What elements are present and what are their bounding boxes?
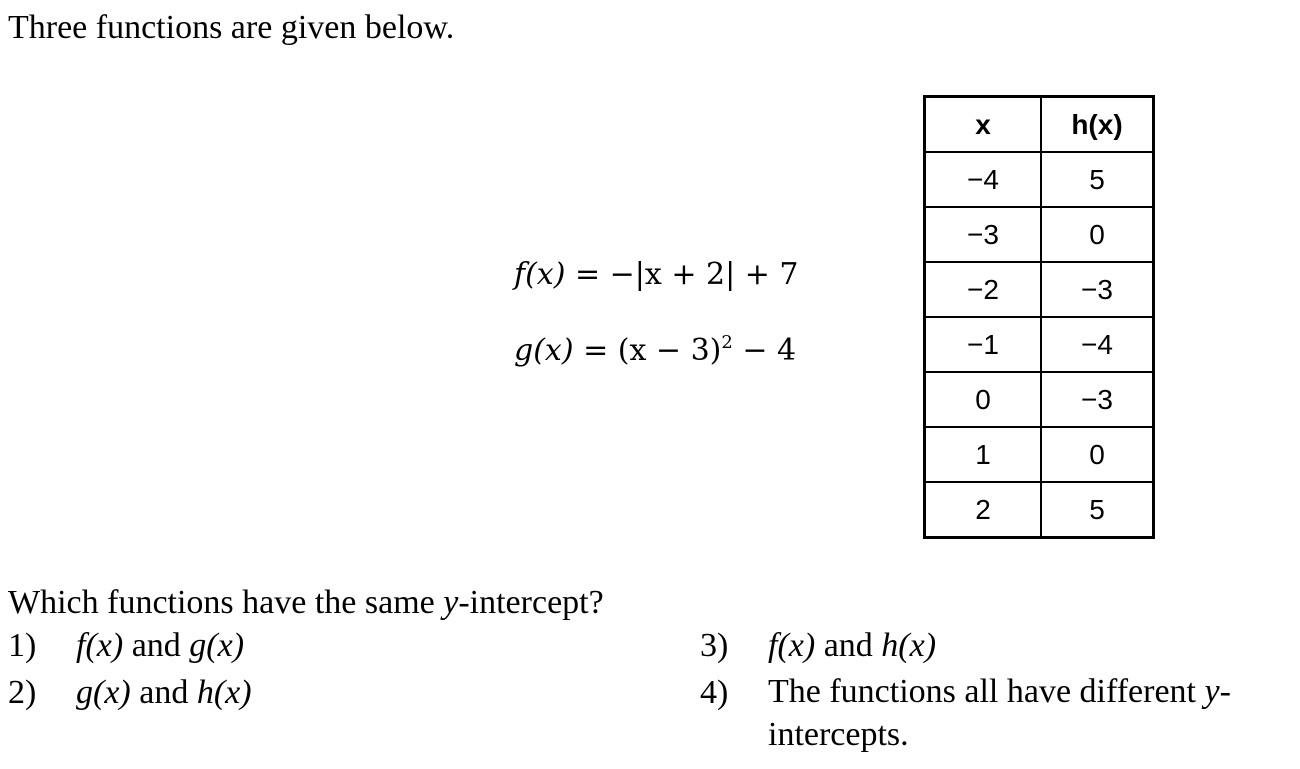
option-text — [76, 623, 244, 669]
option-and: and — [123, 627, 190, 664]
table-cell-x: −4 — [925, 152, 1042, 207]
option-func-a-arg: (x) — [85, 627, 124, 664]
table-row — [925, 317, 1154, 372]
table-row — [925, 427, 1154, 482]
option-func-a-arg: (x) — [93, 674, 131, 711]
table-cell-h: 0 — [1041, 427, 1154, 482]
equation-g-exponent: 2 — [721, 332, 733, 353]
equation-g-lhs: g(x) — [514, 333, 574, 368]
option-func-a: f — [768, 627, 778, 664]
table-cell-x: −2 — [925, 262, 1042, 317]
table-row — [925, 372, 1154, 427]
option-func-a: f — [76, 627, 86, 664]
equation-g-rhs-b: − 4 — [732, 333, 797, 368]
question-variable: y — [443, 584, 459, 621]
h-table — [923, 95, 1155, 539]
table-row — [925, 482, 1154, 538]
question-suffix: -intercept? — [458, 584, 604, 621]
table-cell-h: −4 — [1041, 317, 1154, 372]
table-header-h: h(x) — [1041, 97, 1154, 153]
option-func-a-arg: (x) — [777, 627, 816, 664]
equation-g — [514, 323, 797, 368]
equation-f-rhs: = −|x + 2| + 7 — [565, 257, 799, 292]
option-number: 3) — [700, 627, 729, 664]
question-prefix: Which functions have the same — [8, 584, 444, 621]
option-line-2: -intercepts. — [768, 673, 1231, 753]
table-cell-x: 0 — [925, 372, 1042, 427]
table-cell-h: 5 — [1041, 482, 1154, 538]
table-row — [925, 152, 1154, 207]
option-number: 4) — [700, 674, 729, 711]
table-cell-x: −3 — [925, 207, 1042, 262]
option-func-b-arg: (x) — [206, 627, 245, 664]
option-func-b: g — [189, 627, 207, 664]
option-func-b-arg: (x) — [898, 627, 937, 664]
table-cell-x: −1 — [925, 317, 1042, 372]
option-and: and — [130, 674, 197, 711]
table-cell-h: 5 — [1041, 152, 1154, 207]
equation-f-lhs: f(x) — [514, 257, 566, 292]
table-header-row — [925, 97, 1154, 153]
intro-text: Three functions are given below. — [8, 9, 455, 46]
table-cell-x: 1 — [925, 427, 1042, 482]
table-header-x: x — [925, 97, 1042, 153]
table-cell-h: −3 — [1041, 372, 1154, 427]
equation-g-rhs-a: = (x − 3) — [573, 333, 722, 368]
option-number: 2) — [8, 674, 37, 711]
option-text — [768, 670, 1288, 756]
option-func-b: h — [881, 627, 899, 664]
option-func-a: g — [76, 674, 93, 711]
question-text — [8, 583, 604, 623]
option-text — [76, 670, 252, 716]
option-number: 1) — [8, 627, 37, 664]
table-row — [925, 262, 1154, 317]
option-and: and — [815, 627, 882, 664]
table-cell-h: −3 — [1041, 262, 1154, 317]
option-variable: y — [1204, 673, 1220, 710]
table-cell-h: 0 — [1041, 207, 1154, 262]
table-cell-x: 2 — [925, 482, 1042, 538]
option-text — [768, 623, 936, 669]
table-row — [925, 207, 1154, 262]
equation-f — [514, 255, 799, 295]
option-func-b-arg: (x) — [213, 674, 252, 711]
option-func-b: h — [196, 674, 214, 711]
option-line-1: The functions all have different — [768, 673, 1205, 710]
